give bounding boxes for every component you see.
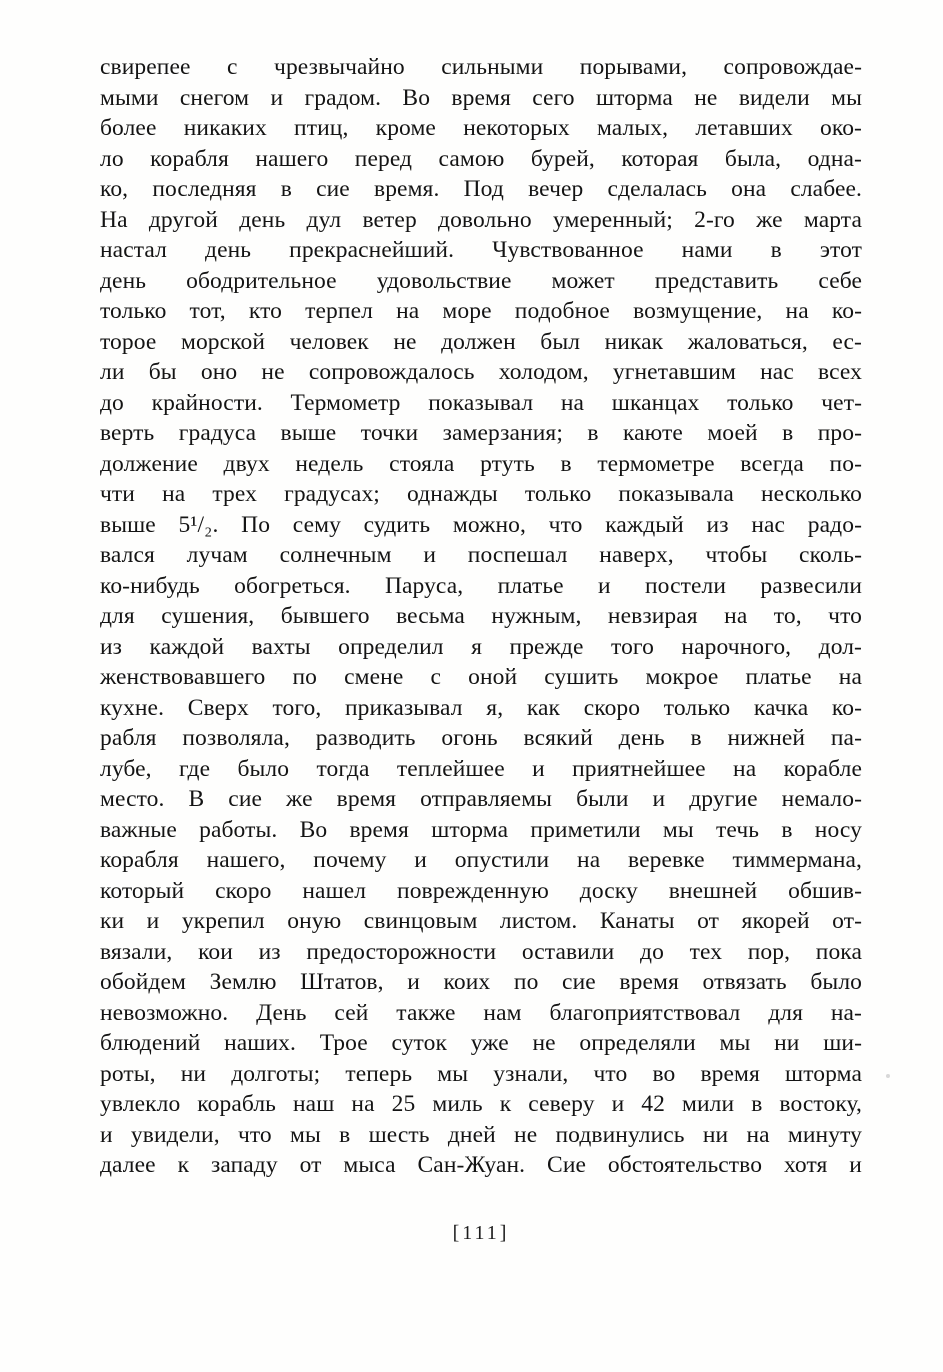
text-line: для сушения, бывшего весьма нужным, невзирая на то, что: [100, 603, 862, 629]
text-line: из каждой вахты определил я прежде того нарочного, дол-: [100, 633, 862, 660]
text-line: корабля нашего, почему и опустили на веревке тиммермана,: [100, 847, 862, 873]
text-line: важные работы. Во время шторма приметили мы течь в носу: [100, 816, 862, 843]
page-number: [111]: [452, 1222, 510, 1244]
text-line: мыми снегом и градом. Во время сего шторма не видели мы: [100, 84, 862, 111]
text-line: роты, ни долготы; теперь мы узнали, что во время шторма: [100, 1060, 862, 1087]
text-line: торое морской человек не должен был никак жаловаться, ес-: [100, 328, 862, 355]
text-line: вязали, кои из предосторожности оставили до тех пор, пока: [100, 938, 862, 965]
text-line: только тот, кто терпел на море подобное возмущение, на ко-: [100, 298, 862, 324]
text-line: далее к западу от мыса Сан-Жуан. Сие обстоятельство хотя и: [100, 1152, 862, 1178]
text-line: лубе, где было тогда теплейшее и приятнейшее на корабле: [100, 755, 862, 782]
text-line: обойдем Землю Штатов, и коих по сие время отвязать было: [100, 969, 862, 995]
text-line: чти на трех градусах; однажды только показывала несколько: [100, 481, 862, 507]
text-line: блюдений наших. Трое суток уже не определяли мы ни ши-: [100, 1030, 862, 1056]
text-line: рабля позволяла, разводить огонь всякий день в нижней па-: [100, 725, 862, 751]
text-line: до крайности. Термометр показывал на шканцах только чет-: [100, 389, 862, 416]
text-line: верть градуса выше точки замерзания; в каюте моей в про-: [100, 420, 862, 446]
text-line: должение двух недель стояла ртуть в термометре всегда по-: [100, 450, 862, 477]
scan-artifact: [886, 1074, 890, 1078]
text-line: увлекло корабль наш на 25 миль к северу и 42 мили в востоку,: [100, 1091, 862, 1117]
text-line: ло корабля нашего перед самою бурей, которая была, одна-: [100, 145, 862, 172]
text-line: ко, последняя в сие время. Под вечер сделалась она слабее.: [100, 176, 862, 202]
text-line: и увидели, что мы в шесть дней не подвинулись ни на минуту: [100, 1121, 862, 1148]
text-line: невозможно. День сей также нам благоприятствовал для на-: [100, 999, 862, 1026]
text-line: настал день прекраснейший. Чувствованное нами в этот: [100, 237, 862, 263]
text-line: который скоро нашел поврежденную доску внешней обшив-: [100, 877, 862, 904]
text-line: более никаких птиц, кроме некоторых малых, летавших око-: [100, 115, 862, 141]
body-text: [100, 52, 862, 1181]
text-line: женствовавшего по смене с оной сушить мокрое платье на: [100, 664, 862, 690]
text-line: кухне. Сверх того, приказывал я, как скоро только качка ко-: [100, 694, 862, 721]
text-line: ко-нибудь обогреться. Паруса, платье и постели развесили: [100, 572, 862, 599]
text-line: На другой день дул ветер довольно умеренный; 2-го же марта: [100, 206, 862, 233]
text-line: день ободрительное удовольствие может представить себе: [100, 267, 862, 294]
text-line: ли бы оно не сопровождалось холодом, угнетавшим нас всех: [100, 359, 862, 385]
text-line: ки и укрепил оную свинцовым листом. Канаты от якорей от-: [100, 908, 862, 934]
text-line: вался лучам солнечным и поспешал наверх, чтобы сколь-: [100, 542, 862, 568]
page-footer: [100, 1222, 862, 1245]
text-line: свирепее с чрезвычайно сильными порывами, сопровождае-: [100, 54, 862, 80]
text-line: место. В сие же время отправляемы были и другие немало-: [100, 786, 862, 812]
text-line: выше 5¹/₂. По сему судить можно, что каждый из нас радо-: [100, 511, 862, 538]
